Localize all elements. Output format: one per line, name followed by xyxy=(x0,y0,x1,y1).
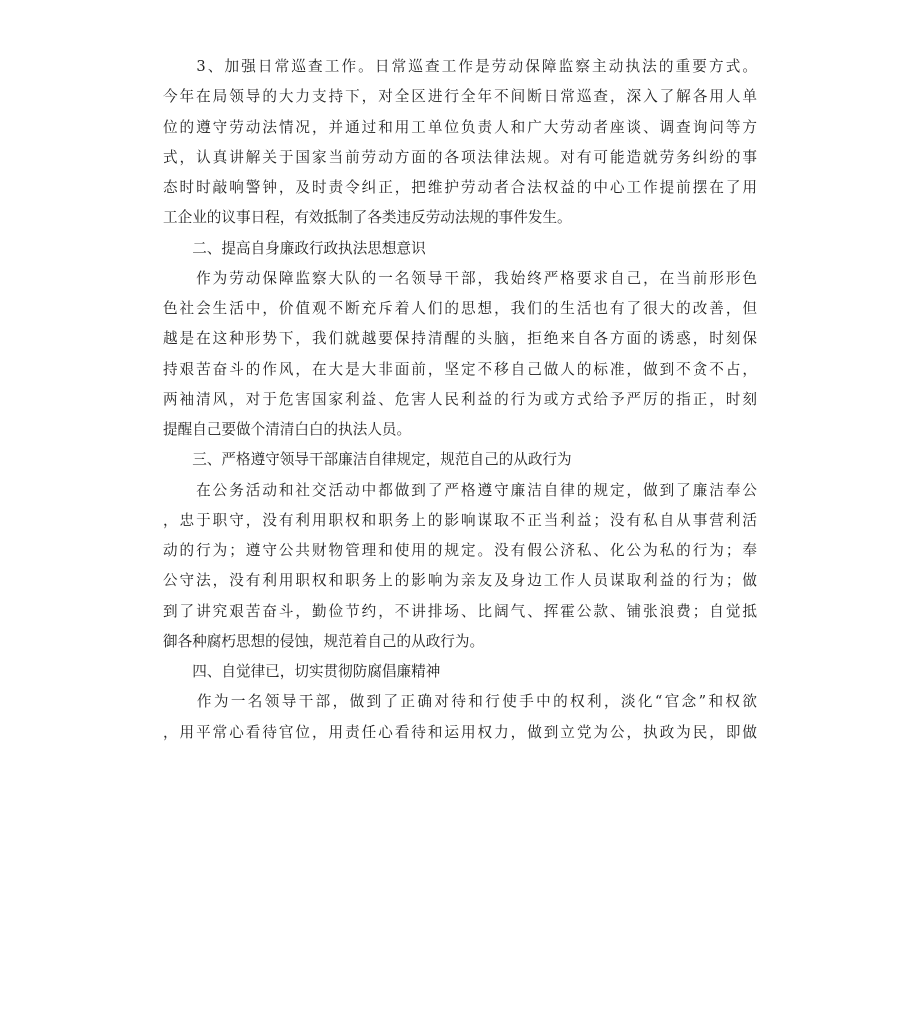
text-line: 二、提高自身廉政行政执法思想意识 xyxy=(163,239,426,257)
text-line: 四、自觉律已，切实贯彻防腐倡廉精神 xyxy=(163,663,441,680)
text-line: 3、加强日常巡查工作。日常巡查工作是劳动保障监察主动执法的重要方式。 xyxy=(163,58,757,75)
text-line: 式，认真讲解关于国家当前劳动方面的各项法律法规。对有可能造就劳务纠纷的事 xyxy=(163,148,757,166)
text-line: 公守法，没有利用职权和职务上的影响为亲友及身边工作人员谋取利益的行为；做 xyxy=(163,572,757,590)
text-line: 到了讲究艰苦奋斗，勤俭节约，不讲排场、比阔气、挥霍公款、铺张浪费；自觉抵 xyxy=(163,602,757,620)
text-line: 在公务活动和社交活动中都做到了严格遵守廉洁自律的规定，做到了廉洁奉公 xyxy=(163,481,757,499)
text-line: ，用平常心看待官位，用责任心看待和运用权力，做到立党为公，执政为民，即做 xyxy=(163,723,757,741)
text-line: 持艰苦奋斗的作风，在大是大非面前，坚定不移自己做人的标准，做到不贪不占， xyxy=(163,360,757,378)
text-line: 位的遵守劳动法情况，并通过和用工单位负责人和广大劳动者座谈、调查询问等方 xyxy=(163,118,757,136)
text-line: ，忠于职守，没有利用职权和职务上的影响谋取不正当利益；没有私自从事营利活 xyxy=(163,511,757,529)
text-line: 越是在这种形势下，我们就越要保持清醒的头脑，拒绝来自各方面的诱惑，时刻保 xyxy=(163,330,757,348)
text-line: 动的行为；遵守公共财物管理和使用的规定。没有假公济私、化公为私的行为；奉 xyxy=(163,542,757,559)
text-line: 三、严格遵守领导干部廉洁自律规定，规范自己的从政行为 xyxy=(163,451,572,469)
text-line: 提醒自己要做个清清白白的执法人员。 xyxy=(163,421,412,438)
text-line: 色社会生活中，价值观不断充斥着人们的思想，我们的生活也有了很大的改善，但 xyxy=(163,300,757,317)
text-line: 作为劳动保障监察大队的一名领导干部，我始终严格要求自己，在当前形形色 xyxy=(163,269,757,287)
text-line: 两袖清风，对于危害国家利益、危害人民利益的行为或方式给予严厉的指正，时刻 xyxy=(163,390,757,408)
text-line: 作为一名领导干部，做到了正确对待和行使手中的权利，淡化“官念”和权欲 xyxy=(163,693,757,711)
text-line: 态时时敲响警钟，及时责令纠正，把维护劳动者合法权益的中心工作提前摆在了用 xyxy=(163,179,757,196)
text-line: 今年在局领导的大力支持下，对全区进行全年不间断日常巡查，深入了解各用人单 xyxy=(163,88,757,106)
text-line: 工企业的议事日程，有效抵制了各类违反劳动法规的事件发生。 xyxy=(163,209,572,227)
document-body xyxy=(163,52,757,748)
text-line: 御各种腐朽思想的侵蚀，规范着自己的从政行为。 xyxy=(163,632,485,650)
